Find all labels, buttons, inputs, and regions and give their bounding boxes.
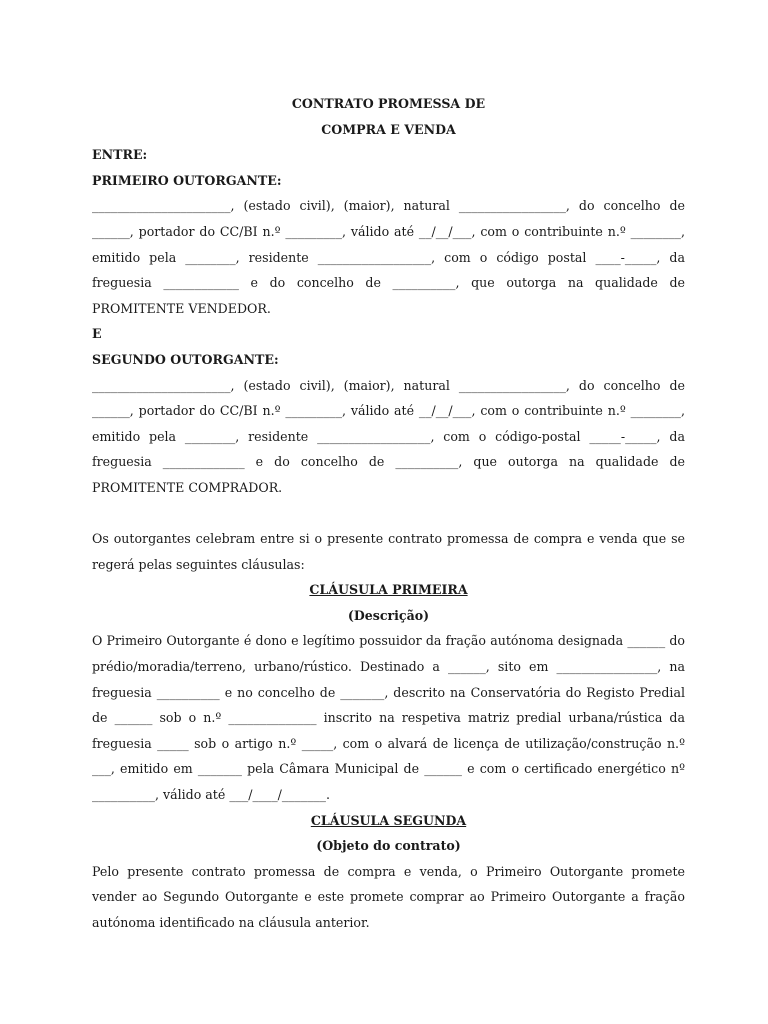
segundo-outorgante-text: ______________________, (estado civil), (maior), natural _________________, do concelho de ______, portador do CC/BI n.º _________, válido até __/__/___, com o contribuinte n.º ________, emitido pela ________, residente __________________, com o código-postal _____-_____, da freguesia _____________ e do concelho de __________, que outorga na qualidade de PROMITENTE COMPRADOR. xyxy=(92,377,685,495)
clausula-segunda-title: CLÁUSULA SEGUNDA xyxy=(310,812,467,828)
primeiro-outorgante-heading: PRIMEIRO OUTORGANTE: xyxy=(92,172,282,188)
segundo-outorgante-heading: SEGUNDO OUTORGANTE: xyxy=(92,351,279,367)
intro-paragraph: Os outorgantes celebram entre si o presente contrato promessa de compra e venda que se regerá pelas seguintes cláusulas: xyxy=(92,531,685,572)
spacer xyxy=(92,501,685,527)
title-line-1: CONTRATO PROMESSA DE xyxy=(291,96,486,111)
clausula-primeira-title: CLÁUSULA PRIMEIRA xyxy=(309,582,468,598)
clausula-primeira-text: O Primeiro Outorgante é dono e legítimo possuidor da fração autónoma designada ______ do prédio/moradia/terreno, urbano/rústico. Destinado a ______, sito em ________________, na freguesia __________ e no concelho de _______, descrito na Conservatória do Registo Predial de ______ sob o n.º ______________ inscrito na respetiva matriz predial urbana/rústica da freguesia _____ sob o artigo n.º _____, com o alvará de licença de utilização/construção n.º ___, emitido em _______ pela Câmara Municipal de ______ e com o certificado energético nº __________, válido até ___/____/_______. xyxy=(92,633,685,803)
clausula-segunda-subtitle: (Objeto do contrato) xyxy=(316,838,461,854)
entre-heading: ENTRE: xyxy=(92,147,148,163)
clausula-segunda-text: Pelo presente contrato promessa de compra e venda, o Primeiro Outorgante promete vender ao Segundo Outorgante e este promete comprar ao Primeiro Outorgante a fração autónoma identificado na cláusula anterior. xyxy=(92,863,685,930)
title-line-2: COMPRA E VENDA xyxy=(321,121,456,137)
document-body xyxy=(92,91,685,936)
clausula-primeira-subtitle: (Descrição) xyxy=(347,607,430,623)
e-connector: E xyxy=(92,326,102,342)
primeiro-outorgante-text: ______________________, (estado civil), (maior), natural _________________, do concelho de ______, portador do CC/BI n.º _________, válido até __/__/___, com o contribuinte n.º ________, emitido pela ________, residente __________________, com o código postal ____-_____, da freguesia ____________ e do concelho de __________, que outorga na qualidade de PROMITENTE VENDEDOR. xyxy=(92,198,685,316)
